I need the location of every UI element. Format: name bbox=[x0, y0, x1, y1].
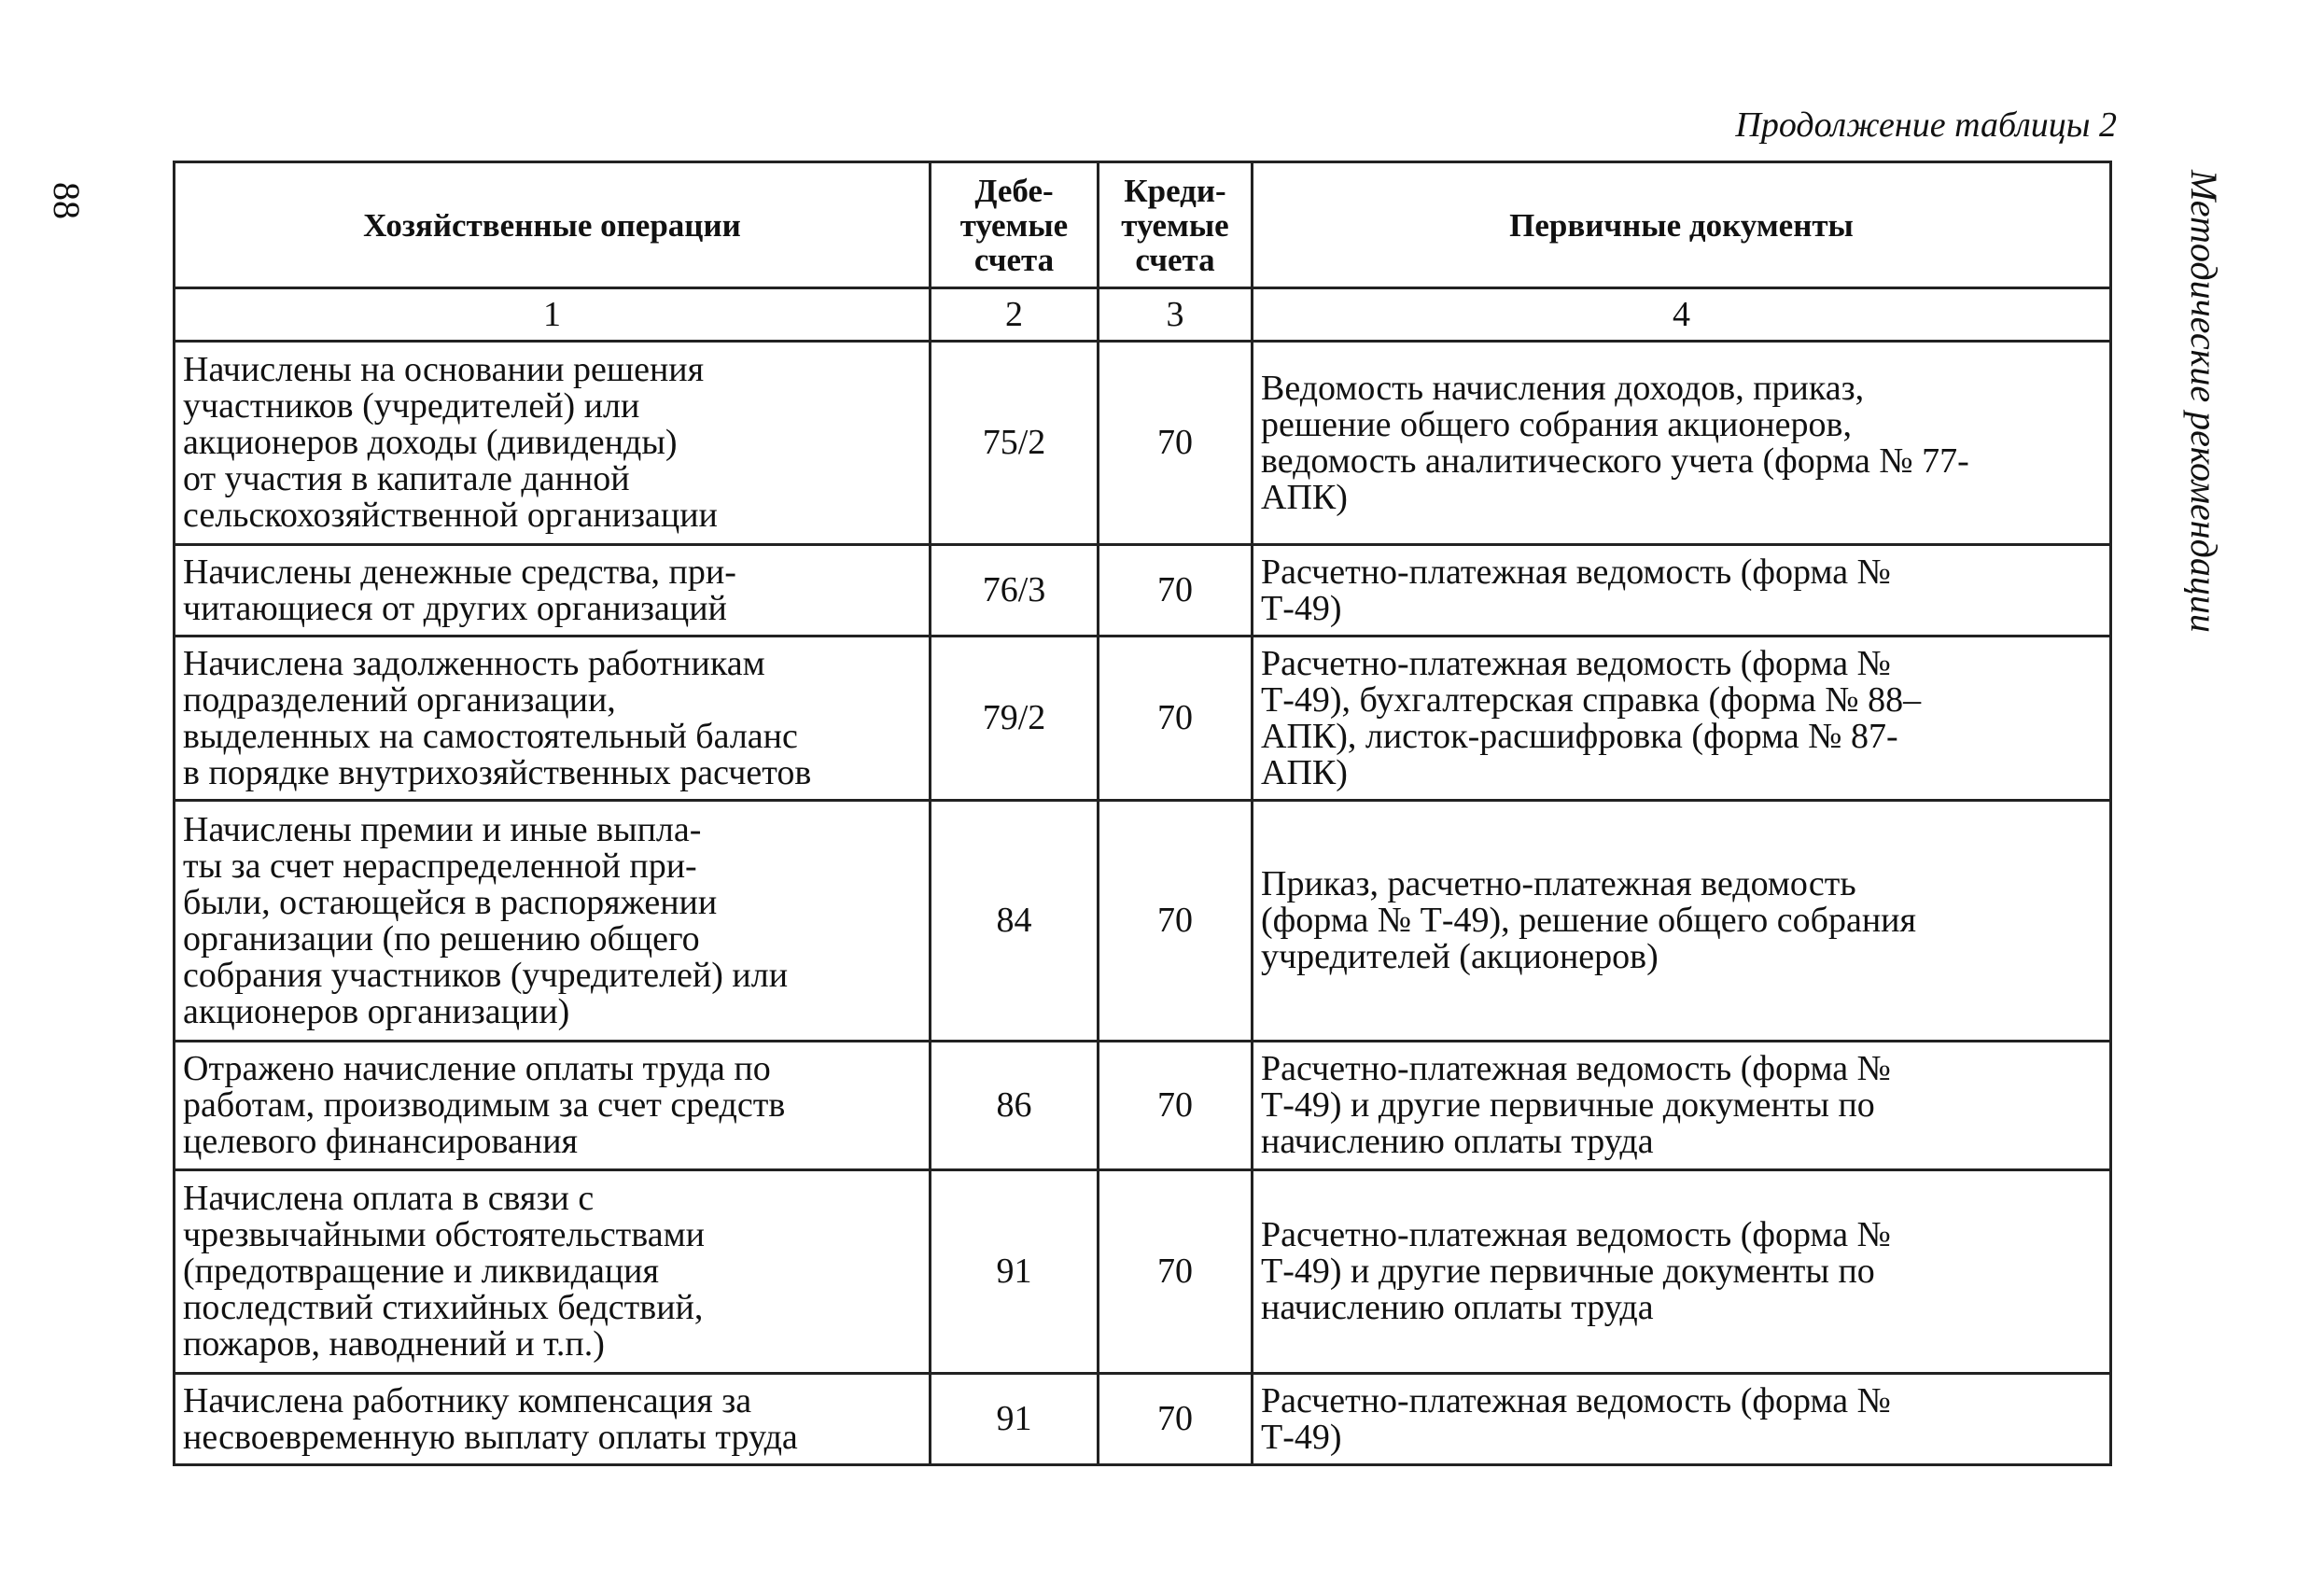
table-row bbox=[175, 801, 2111, 1042]
table-caption: Продолжение таблицы 2 bbox=[1735, 105, 2117, 145]
credit-cell: 70 bbox=[1099, 801, 1253, 1042]
debit-cell: 91 bbox=[931, 1170, 1099, 1374]
running-head: Методические рекомендации bbox=[2183, 170, 2225, 633]
header-documents: Первичные документы bbox=[1253, 162, 2111, 288]
operation-cell: Отражено начисление оплаты труда по работам, производимым за счет средств целевого финансирования bbox=[175, 1042, 931, 1170]
operation-cell: Начислена оплата в связи с чрезвычайными обстоятельствами (предотвращение и ликвидация последствий стихийных бедствий, пожаров, наводнений и т.п.) bbox=[175, 1170, 931, 1374]
credit-cell: 70 bbox=[1099, 1374, 1253, 1465]
documents-cell: Ведомость начисления доходов, приказ, решение общего собрания акционеров, ведомость аналитического учета (форма № 77- АПК) bbox=[1253, 342, 2111, 545]
operation-cell: Начислены премии и иные выпла- ты за счет нераспределенной при- были, остающейся в распоряжении организации (по решению общего собрания участников (учредителей) или акционеров организации) bbox=[175, 801, 931, 1042]
table-row bbox=[175, 1042, 2111, 1170]
operation-cell: Начислены денежные средства, при- читающиеся от других организаций bbox=[175, 545, 931, 637]
documents-cell: Приказ, расчетно-платежная ведомость (форма № Т-49), решение общего собрания учредителей (акционеров) bbox=[1253, 801, 2111, 1042]
documents-cell: Расчетно-платежная ведомость (форма № Т-49) bbox=[1253, 1374, 2111, 1465]
documents-cell: Расчетно-платежная ведомость (форма № Т-49) и другие первичные документы по начислению оплаты труда bbox=[1253, 1170, 2111, 1374]
table-row bbox=[175, 1374, 2111, 1465]
credit-cell: 70 bbox=[1099, 637, 1253, 801]
accounting-table bbox=[173, 161, 2112, 1466]
header-row bbox=[175, 162, 2111, 288]
page-number: 88 bbox=[46, 182, 88, 219]
table-row bbox=[175, 637, 2111, 801]
debit-cell: 79/2 bbox=[931, 637, 1099, 801]
column-number: 2 bbox=[931, 288, 1099, 342]
column-number-row bbox=[175, 288, 2111, 342]
debit-cell: 84 bbox=[931, 801, 1099, 1042]
column-number: 4 bbox=[1253, 288, 2111, 342]
documents-cell: Расчетно-платежная ведомость (форма № Т-49) bbox=[1253, 545, 2111, 637]
debit-cell: 86 bbox=[931, 1042, 1099, 1170]
table-row bbox=[175, 1170, 2111, 1374]
debit-cell: 76/3 bbox=[931, 545, 1099, 637]
column-number: 1 bbox=[175, 288, 931, 342]
column-number: 3 bbox=[1099, 288, 1253, 342]
credit-cell: 70 bbox=[1099, 342, 1253, 545]
table-row bbox=[175, 342, 2111, 545]
documents-cell: Расчетно-платежная ведомость (форма № Т-49) и другие первичные документы по начислению оплаты труда bbox=[1253, 1042, 2111, 1170]
documents-cell: Расчетно-платежная ведомость (форма № Т-49), бухгалтерская справка (форма № 88– АПК), листок-расшифровка (форма № 87- АПК) bbox=[1253, 637, 2111, 801]
credit-cell: 70 bbox=[1099, 1042, 1253, 1170]
operation-cell: Начислена работнику компенсация за несвоевременную выплату оплаты труда bbox=[175, 1374, 931, 1465]
debit-cell: 75/2 bbox=[931, 342, 1099, 545]
credit-cell: 70 bbox=[1099, 1170, 1253, 1374]
operation-cell: Начислены на основании решения участников (учредителей) или акционеров доходы (дивиденды) от участия в капитале данной сельскохозяйственной организации bbox=[175, 342, 931, 545]
header-operations: Хозяйственные операции bbox=[175, 162, 931, 288]
header-credit: Креди- туемые счета bbox=[1099, 162, 1253, 288]
table-row bbox=[175, 545, 2111, 637]
header-debit: Дебе- туемые счета bbox=[931, 162, 1099, 288]
operation-cell: Начислена задолженность работникам подразделений организации, выделенных на самостоятельный баланс в порядке внутрихозяйственных расчетов bbox=[175, 637, 931, 801]
debit-cell: 91 bbox=[931, 1374, 1099, 1465]
credit-cell: 70 bbox=[1099, 545, 1253, 637]
